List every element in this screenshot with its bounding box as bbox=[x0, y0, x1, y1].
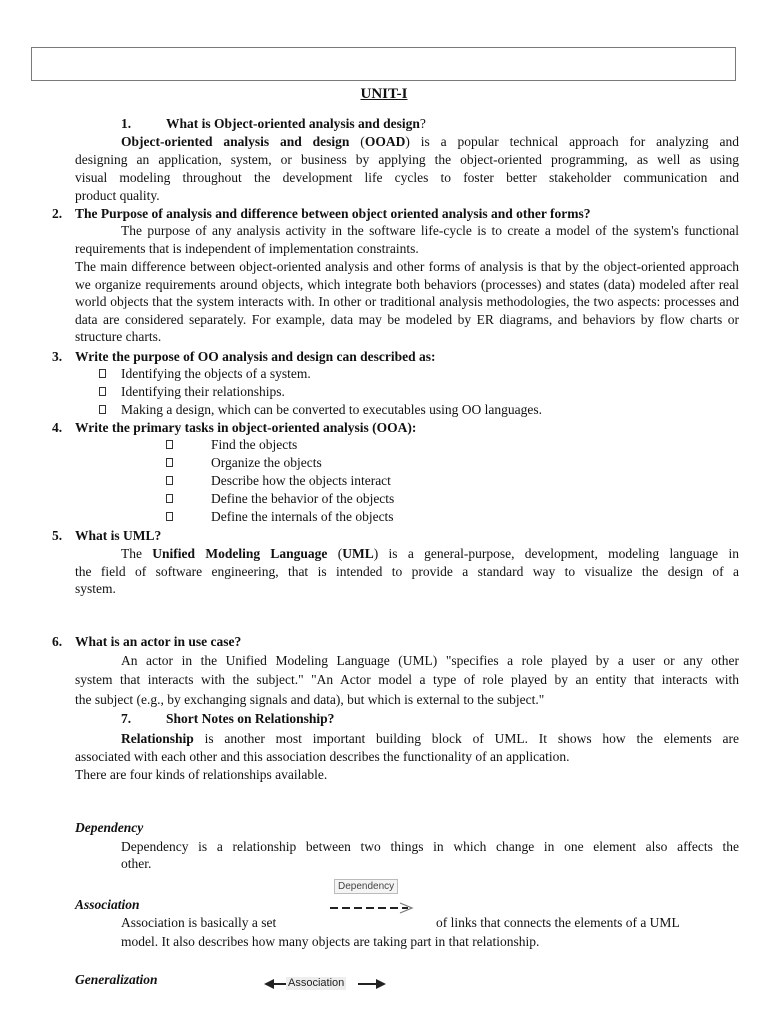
bullet-box-icon bbox=[166, 440, 173, 449]
dependency-diagram-label: Dependency bbox=[334, 879, 398, 894]
q4-item: Define the internals of the objects bbox=[211, 509, 394, 524]
q5-question: What is UML? bbox=[75, 528, 162, 543]
q2-question: The Purpose of analysis and difference between object oriented analysis and other forms? bbox=[75, 206, 591, 221]
q1-line4: product quality. bbox=[75, 188, 160, 203]
q7-number: 7. bbox=[121, 711, 132, 726]
q6-line3: the subject (e.g., by exchanging signals and data), but which is external to the subject." bbox=[75, 692, 545, 707]
unit-title: UNIT-I bbox=[360, 86, 408, 102]
association-heading: Association bbox=[75, 897, 140, 912]
q1-line3: visual modeling throughout the development life cycles to foster better stakeholder communication and bbox=[75, 170, 739, 185]
q1-term: Object-oriented analysis and design bbox=[121, 134, 350, 149]
q7-question: Short Notes on Relationship? bbox=[166, 711, 335, 726]
bullet-box-icon bbox=[99, 369, 106, 378]
bullet-box-icon bbox=[99, 405, 106, 414]
q6-line1: An actor in the Unified Modeling Language (UML) "specifies a role played by a user or any other bbox=[121, 653, 739, 668]
q2-paragraph1: The purpose of any analysis activity in the software life-cycle is to create a model of the system's functional requirements that is independent of implementation constraints. bbox=[75, 223, 739, 256]
association-line2: model. It also describes how many objects are taking part in that relationship. bbox=[121, 934, 540, 949]
q6-number: 6. bbox=[52, 634, 63, 649]
q2-paragraph2: The main difference between object-oriented analysis and other forms of analysis is that by the object-oriented approach we organize requirements around objects, which integrate both behaviors (processes) and states (data) modeled after real world objects that the system interacts with. In other or traditional analysis methodologies, the two aspects: processes and data are considered separately. For example, data may be modeled by ER diagrams, and behaviors by flow charts or structure charts. bbox=[75, 259, 739, 344]
dependency-arrow-icon bbox=[328, 900, 418, 916]
q2-number: 2. bbox=[52, 206, 63, 221]
q3-number: 3. bbox=[52, 349, 63, 364]
bullet-box-icon bbox=[166, 512, 173, 521]
q5-line1: The Unified Modeling Language (UML) is a general-purpose, development, modeling language in bbox=[121, 546, 739, 561]
q1-line1: Object-oriented analysis and design (OOAD) is a popular technical approach for analyzing and bbox=[121, 134, 740, 149]
generalization-heading: Generalization bbox=[75, 972, 158, 987]
q4-item: Find the objects bbox=[211, 437, 298, 452]
q7-line2: associated with each other and this association describes the functionality of an application. bbox=[75, 749, 570, 764]
q3-item: Identifying their relationships. bbox=[121, 384, 285, 399]
q1-line2: designing an application, system, or business by applying the object-oriented programming, as well as using bbox=[75, 152, 739, 167]
bullet-box-icon bbox=[99, 387, 106, 396]
q5-number: 5. bbox=[52, 528, 63, 543]
bullet-box-icon bbox=[166, 476, 173, 485]
q6-question: What is an actor in use case? bbox=[75, 634, 242, 649]
q3-item: Making a design, which can be converted to executables using OO languages. bbox=[121, 402, 542, 417]
q3-item: Identifying the objects of a system. bbox=[121, 366, 311, 381]
dependency-line2: other. bbox=[121, 856, 152, 871]
q1-question: What is Object-oriented analysis and design? bbox=[166, 116, 426, 131]
q3-question: Write the purpose of OO analysis and design can described as: bbox=[75, 349, 436, 364]
q4-item: Define the behavior of the objects bbox=[211, 491, 395, 506]
association-line1a: Association is basically a set bbox=[121, 915, 277, 930]
q5-term: Unified Modeling Language bbox=[152, 546, 328, 561]
q4-item: Organize the objects bbox=[211, 455, 322, 470]
q1-number: 1. bbox=[121, 116, 132, 131]
q4-item: Describe how the objects interact bbox=[211, 473, 391, 488]
q6-line2: system that interacts with the subject." "An Actor model a type of role played by an entity that interacts with bbox=[75, 672, 739, 687]
header-box bbox=[31, 47, 736, 81]
q7-line1: Relationship is another most important building block of UML. It shows how the elements are bbox=[121, 731, 739, 746]
bullet-box-icon bbox=[166, 494, 173, 503]
bullet-box-icon bbox=[166, 458, 173, 467]
q4-number: 4. bbox=[52, 420, 63, 435]
q5-line3: system. bbox=[75, 581, 116, 596]
dependency-heading: Dependency bbox=[75, 820, 144, 835]
q5-line2: the field of software engineering, that is intended to provide a standard way to visualize the design of a bbox=[75, 564, 739, 579]
association-line1b: of links that connects the elements of a UML bbox=[436, 915, 680, 930]
q7-term: Relationship bbox=[121, 731, 194, 746]
dependency-line1: Dependency is a relationship between two things in which change in one element also affects the bbox=[121, 839, 739, 854]
q4-question: Write the primary tasks in object-oriented analysis (OOA): bbox=[75, 420, 417, 435]
association-diagram-label: Association bbox=[288, 977, 345, 989]
q7-line3: There are four kinds of relationships available. bbox=[75, 767, 328, 782]
